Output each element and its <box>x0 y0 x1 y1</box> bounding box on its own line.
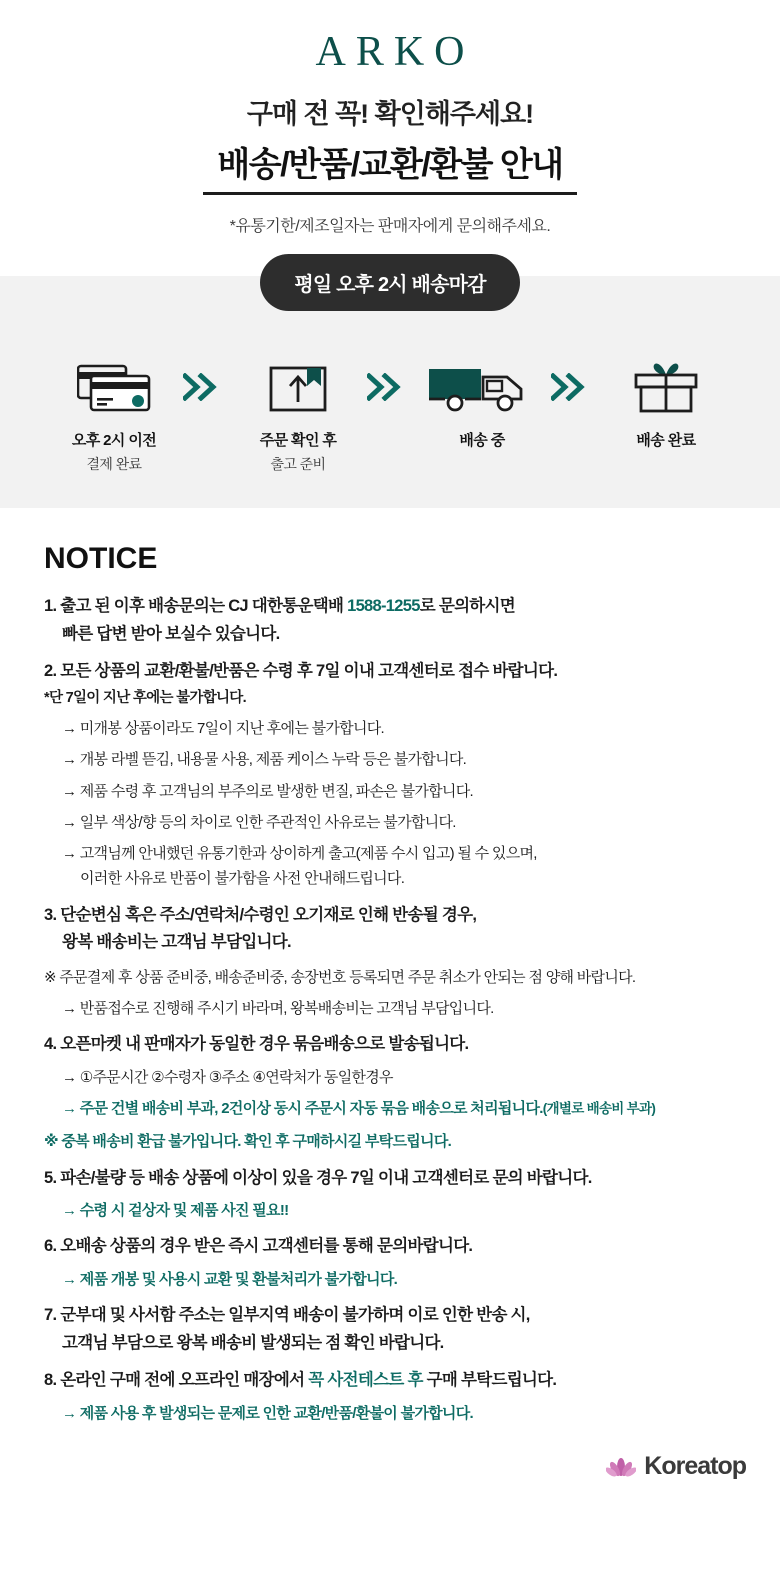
gift-box-icon <box>600 353 732 421</box>
notice-6-text: 오배송 상품의 경우 받은 즉시 고객센터를 통해 문의바랍니다. <box>60 1237 473 1256</box>
notice-8-highlight: 꼭 사전테스트 후 <box>308 1371 423 1390</box>
notice-2-arrow-1: → 미개봉 상품이라도 7일이 지난 후에는 불가합니다. <box>62 720 385 738</box>
notice-section <box>0 508 780 1437</box>
notice-8-num: 8. <box>44 1371 57 1390</box>
notice-item-7 <box>44 1303 736 1329</box>
notice-1-phone: 1588-1255 <box>347 597 420 615</box>
notice-4-text: 오픈마켓 내 판매자가 동일한 경우 묶음배송으로 발송됩니다. <box>60 1035 469 1054</box>
step-item <box>416 353 548 454</box>
notice-2-num: 2. <box>44 662 57 681</box>
credit-card-icon <box>48 353 180 421</box>
step-item <box>232 353 364 474</box>
notice-3-arrow: → 반품접수로 진행해 주시기 바라며, 왕복배송비는 고객님 부담입니다. <box>62 1000 494 1018</box>
notice-3-cont: 왕복 배송비는 고객님 부담입니다. <box>62 933 291 952</box>
step-label-primary: 주문 확인 후 <box>259 432 337 449</box>
notice-item-8 <box>44 1368 736 1394</box>
notice-1-text-a: 출고 된 이후 배송문의는 CJ 대한통운택배 <box>60 597 348 615</box>
page-title: 배송/반품/교환/환불 안내 <box>217 146 563 184</box>
delivery-truck-icon <box>416 353 548 421</box>
notice-5-num: 5. <box>44 1168 57 1187</box>
notice-4-star: ※ 중복 배송비 환급 불가입니다. 확인 후 구매하시길 부탁드립니다. <box>44 1133 452 1151</box>
delivery-steps-band <box>0 276 780 508</box>
step-label-secondary: 결제 완료 <box>86 456 142 472</box>
chevron-right-icon <box>180 353 232 421</box>
step-label-secondary: 출고 준비 <box>270 456 326 472</box>
notice-item-3 <box>44 903 736 929</box>
notice-6-arrow: → 제품 개봉 및 사용시 교환 및 환불처리가 불가합니다. <box>62 1270 398 1288</box>
notice-7-text: 군부대 및 사서함 주소는 일부지역 배송이 불가하며 이로 인한 반송 시, <box>60 1306 530 1325</box>
notice-item-5 <box>44 1166 736 1192</box>
notice-1-text-b: 로 문의하시면 <box>419 597 516 615</box>
notice-2-text: 모든 상품의 교환/환불/반품은 수령 후 7일 이내 고객센터로 접수 바랍니다. <box>60 662 558 681</box>
notice-7-num: 7. <box>44 1306 57 1325</box>
header-subtitle-1: 구매 전 꼭! 확인해주세요! <box>246 99 534 129</box>
package-box-icon <box>232 353 364 421</box>
chevron-right-icon <box>364 353 416 421</box>
footer-logo-text: Koreatop <box>644 1451 746 1480</box>
notice-5-text: 파손/불량 등 배송 상품에 이상이 있을 경우 7일 이내 고객센터로 문의 바랍니다. <box>60 1168 592 1187</box>
step-item <box>48 353 180 474</box>
notice-item-4 <box>44 1032 736 1058</box>
notice-4-arrow-2-main: → 주문 건별 배송비 부과, 2건이상 동시 주문시 자동 묶음 배송으로 처리됩니다. <box>62 1100 543 1118</box>
notice-2-arrow-3: → 제품 수령 후 고객님의 부주의로 발생한 변질, 파손은 불가합니다. <box>62 782 473 800</box>
notice-1-cont: 빠른 답변 받아 보실수 있습니다. <box>62 624 280 643</box>
notice-item-2 <box>44 659 736 685</box>
notice-4-arrow-1: → ①주문시간 ②수령자 ③주소 ④연락처가 동일한경우 <box>62 1068 393 1086</box>
brand-logo: ARKO <box>315 29 475 75</box>
notice-1-num: 1. <box>44 597 57 615</box>
deadline-badge-wrap <box>0 254 780 311</box>
chevron-right-icon <box>548 353 600 421</box>
steps-row <box>0 353 780 474</box>
notice-2-arrow-2: → 개봉 라벨 뜯김, 내용물 사용, 제품 케이스 누락 등은 불가합니다. <box>62 751 467 769</box>
notice-item-1 <box>44 594 736 620</box>
notice-3-text: 단순변심 혹은 주소/연락처/수령인 오기재로 인해 반송될 경우, <box>60 905 477 924</box>
step-label-primary: 배송 완료 <box>636 432 696 449</box>
notice-heading: NOTICE <box>44 542 158 575</box>
page-header <box>0 0 780 254</box>
status-badge: 평일 오후 2시 배송마감 <box>260 254 519 311</box>
header-note: *유통기한/제조일자는 판매자에게 문의해주세요. <box>229 218 551 235</box>
notice-2-note: *단 7일이 지난 후에는 불가합니다. <box>44 689 246 706</box>
step-item <box>600 353 732 454</box>
notice-5-arrow: → 수령 시 겉상자 및 제품 사진 필요!! <box>62 1202 289 1220</box>
notice-3-num: 3. <box>44 905 57 924</box>
notice-3-star: ※ 주문결제 후 상품 준비중, 배송준비중, 송장번호 등록되면 주문 취소가 안되는 점 양해 바랍니다. <box>44 968 636 986</box>
notice-2-arrow-5: → 고객님께 안내했던 유통기한과 상이하게 출고(제품 수시 입고) 될 수 있으며, <box>62 845 537 863</box>
notice-8-text-b: 구매 부탁드립니다. <box>422 1371 557 1390</box>
notice-6-num: 6. <box>44 1237 57 1256</box>
step-label-primary: 오후 2시 이전 <box>71 432 157 449</box>
lotus-flower-icon <box>606 1451 636 1481</box>
notice-2-arrow-4: → 일부 색상/향 등의 차이로 인한 주관적인 사유로는 불가합니다. <box>62 813 456 831</box>
step-label-primary: 배송 중 <box>459 432 505 449</box>
notice-4-num: 4. <box>44 1035 57 1054</box>
header-title-underline <box>203 137 576 195</box>
notice-2-arrow-cont: 이러한 사유로 반품이 불가함을 사전 안내해드립니다. <box>80 870 405 888</box>
notice-item-6 <box>44 1234 736 1260</box>
notice-4-arrow-2-paren: (개별로 배송비 부과) <box>542 1101 656 1117</box>
notice-8-text-a: 온라인 구매 전에 오프라인 매장에서 <box>60 1371 309 1390</box>
notice-4-arrow-2 <box>44 1097 736 1120</box>
notice-8-arrow: → 제품 사용 후 발생되는 문제로 인한 교환/반품/환불이 불가합니다. <box>62 1404 473 1422</box>
notice-7-cont: 고객님 부담으로 왕복 배송비 발생되는 점 확인 바랍니다. <box>62 1333 444 1352</box>
page-footer <box>0 1437 780 1507</box>
